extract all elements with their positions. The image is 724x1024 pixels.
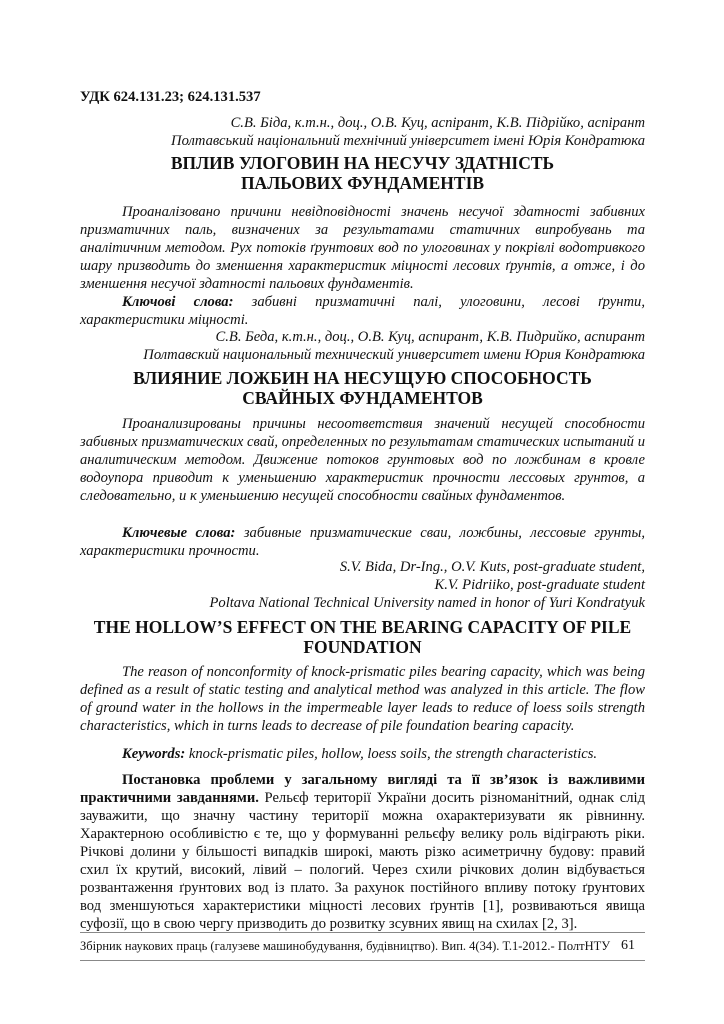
en-keywords	[80, 745, 645, 763]
en-abstract: The reason of nonconformity of knock-prismatic piles bearing capacity, which was being defined as a result of static testing and analytical method was analyzed in this article. The flow of ground water in the hollows in the impermeable layer leads to reduce of loess soils strength characteristics, which in turns leads to decrease of pile foundation bearing capacity.	[80, 664, 645, 734]
en-title-line2: FOUNDATION	[303, 637, 422, 657]
ru-title-line1: ВЛИЯНИЕ ЛОЖБИН НА НЕСУЩУЮ СПОСОБНОСТЬ	[133, 368, 592, 388]
en-authors-line1: S.V. Bida, Dr-Ing., O.V. Kuts, post-graduate student,	[339, 559, 645, 575]
en-title-line1: THE HOLLOW’S EFFECT ON THE BEARING CAPACITY OF PILE	[93, 617, 632, 637]
en-title	[80, 617, 645, 657]
page-footer	[80, 935, 645, 957]
udc-code: УДК 624.131.23; 624.131.537	[80, 89, 261, 105]
ua-title-line1: ВПЛИВ УЛОГОВИН НА НЕСУЧУ ЗДАТНІСТЬ	[170, 153, 555, 173]
en-authors-line2: K.V. Pidriiko, post-graduate student	[434, 577, 645, 593]
en-affiliation: Poltava National Technical University named in honor of Yuri Kondratyuk	[209, 595, 645, 611]
ru-authors: С.В. Беда, к.т.н., доц., О.В. Куц, аспирант, К.В. Пидрийко, аспирант	[215, 329, 645, 345]
ua-title-line2: ПАЛЬОВИХ ФУНДАМЕНТІВ	[240, 173, 485, 193]
footer-bottom-rule	[80, 960, 645, 961]
ru-title-line2: СВАЙНЫХ ФУНДАМЕНТОВ	[242, 388, 483, 408]
ua-keywords-text: забивні призматичні палі, улоговини, лесові ґрунти, характеристики міцності.	[80, 294, 645, 328]
en-keywords-label: Keywords:	[122, 746, 186, 762]
footer-top-rule	[80, 932, 645, 933]
ua-authors: С.В. Біда, к.т.н., доц., О.В. Куц, аспірант, К.В. Підрійко, аспірант	[230, 115, 645, 131]
ua-title	[80, 153, 645, 193]
en-keywords-text: knock-prismatic piles, hollow, loess soils, the strength characteristics.	[185, 746, 598, 762]
body-paragraph	[80, 771, 645, 933]
journal-info: Збірник наукових праць (галузеве машинобудування, будівництво). Вип. 4(34). Т.1-2012.- ПолтНТУ	[80, 939, 611, 953]
ua-abstract: Проаналізовано причини невідповідності значень несучої здатності забивних призматичних паль, визначених за результатами статичних випробувань та аналітичним методом. Рух потоків ґрунтових вод по улоговинах у покрівлі водотривкого шару призводить до зменшення характеристик міцності лесових ґрунтів, а отже, і до зменшення несучої здатності пальових фундаментів.	[80, 204, 645, 292]
ru-abstract: Проанализированы причины несоответствия значений несущей способности забивных призматических свай, определенных по результатам статических испытаний и аналитическим методом. Движение потоков грунтовых вод по ложбинам в кровле водоупора приводит к уменьшению характеристик прочности лессовых грунтов, а следовательно, и к уменьшению несущей способности свайных фундаментов.	[80, 416, 645, 504]
ru-title	[80, 368, 645, 408]
ru-keywords-label: Ключевые слова:	[122, 525, 236, 541]
page-number: 61	[621, 938, 635, 953]
body-text: Рельєф території України досить різноманітний, однак слід зауважити, що значну частину території можна охарактеризувати як рівнинну. Характерною особливістю є те, що у формуванні рельєфу велику роль відіграють ріки. Річкові долини у більшості випадків широкі, мають різко асиметричну будову: правий схил їх крутий, високий, лівий – пологий. Через схили річкових долин відбувається розвантаження ґрунтових вод із плато. За рахунок постійного впливу потоку ґрунтових вод зменшуються характеристики міцності лесових ґрунтів [1], розвиваються явища суфозії, що в свою чергу призводить до розвитку зсувних явищ на схилах [2, 3].	[80, 790, 645, 932]
ua-keywords-label: Ключові слова:	[122, 294, 234, 310]
ru-affiliation: Полтавский национальный технический университет имени Юрия Кондратюка	[143, 347, 645, 363]
ua-affiliation: Полтавський національний технічний університет імені Юрія Кондратюка	[171, 133, 645, 149]
section-heading: Постановка проблеми у загальному вигляді та її зв’язок із важливими практичними завданнями.	[80, 772, 645, 806]
ua-keywords	[80, 293, 645, 329]
ru-keywords	[80, 524, 645, 560]
ru-keywords-text: забивные призматические сваи, ложбины, лессовые грунты, характеристики прочности.	[80, 525, 645, 559]
